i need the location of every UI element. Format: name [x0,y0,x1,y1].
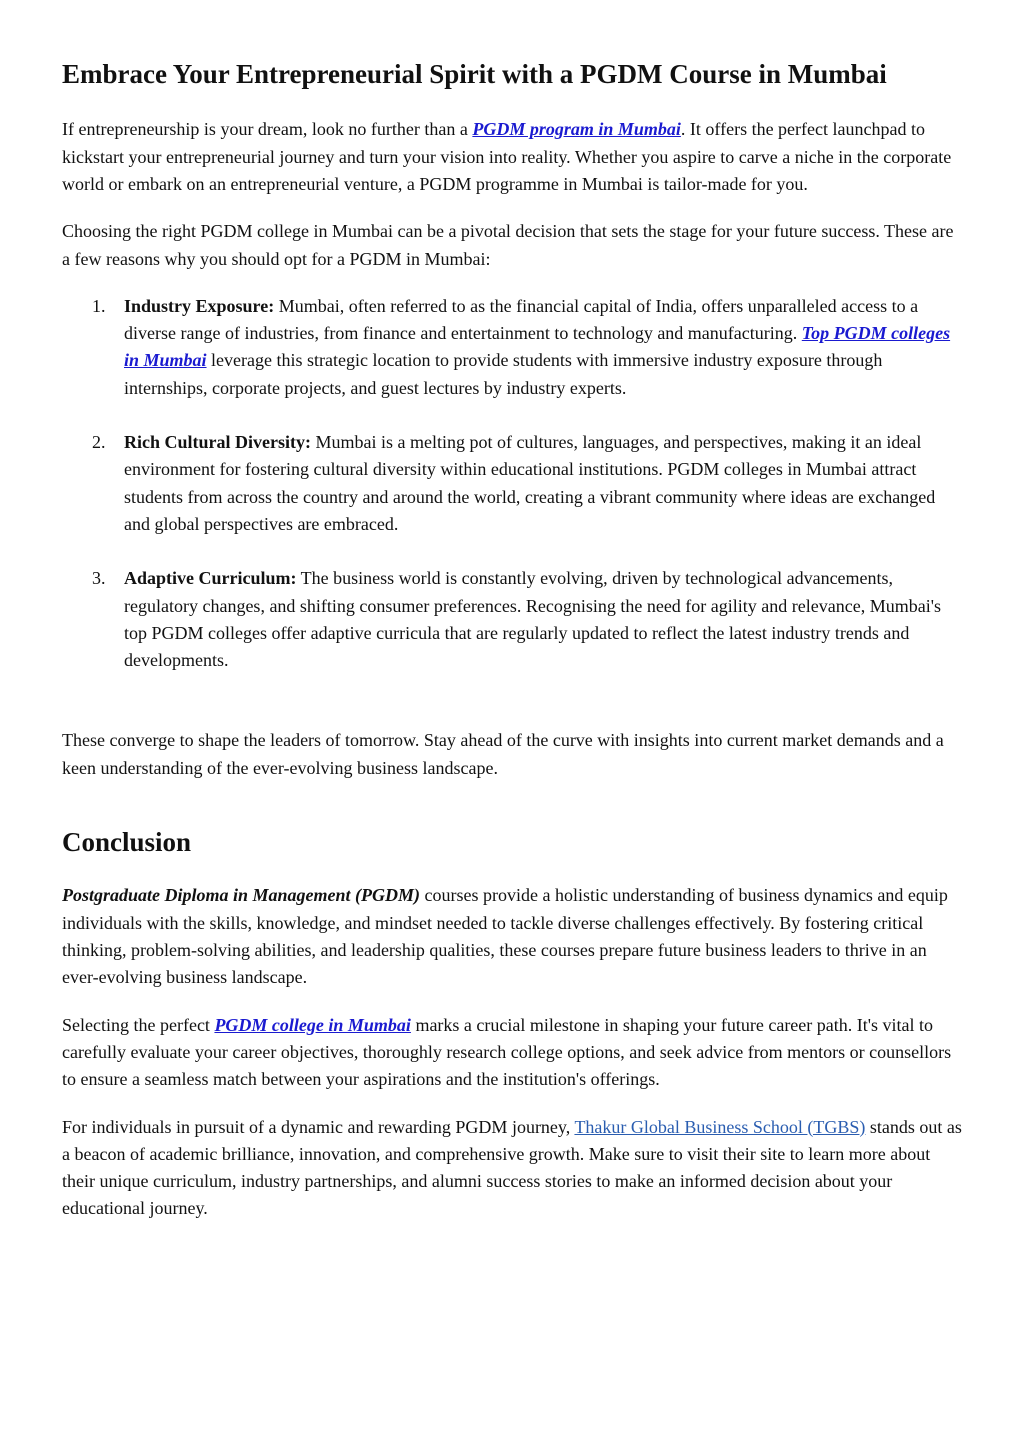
converge-paragraph: These converge to shape the leaders of tomorrow. Stay ahead of the curve with insights into current market demands and a keen understanding of the ever-evolving business landscape. [62,730,944,778]
conclusion-text: Selecting the perfect [62,1014,215,1035]
list-item-text: leverage this strategic location to provide students with immersive industry exposure through internships, corporate projects, and guest lectures by industry experts. [124,350,883,398]
top-pgdm-colleges-link[interactable]: Top PGDM colleges in Mumbai [124,323,951,371]
conclusion-paragraph-1 [62,882,963,991]
pgdm-college-mumbai-link[interactable]: PGDM college in Mumbai [214,1014,411,1035]
intro-text-end: . It offers the perfect launchpad to kickstart your entrepreneurial journey and turn your vision into reality. Whether you aspire to carve a niche in the corporate world or embark on an entrepreneurial venture, a PGDM programme in Mumbai is tailor-made for you. [62,119,952,194]
list-item-text: Mumbai, often referred to as the financial capital of India, offers unparalleled access to a diverse range of industries, from finance and entertainment to technology and manufacturing. [124,295,919,344]
conclusion-text: marks a crucial milestone in shaping your future career path. It's vital to carefully evaluate your career objectives, thoroughly research college options, and seek advice from mentors or counsellors to ensure a seamless match between your aspirations and the institution's offerings. [62,1014,952,1090]
list-item-title: Adaptive Curriculum: [124,568,297,589]
spacer [62,701,963,727]
tgbs-link[interactable]: Thakur Global Business School (TGBS) [574,1116,866,1137]
reasons-intro-paragraph: Choosing the right PGDM college in Mumbai can be a pivotal decision that sets the stage for your future success. These are a few reasons why you should opt for a PGDM in Mumbai: [62,221,954,269]
intro-paragraph [62,116,963,198]
spacer [62,802,963,826]
list-item [62,293,963,402]
list-item-number: 1. [92,295,106,316]
conclusion-text: courses provide a holistic understanding of business dynamics and equip individuals with the skills, knowledge, and mindset needed to tackle diverse challenges effectively. By fostering critical thinking, problem-solving abilities, and leadership qualities, these courses prepare future business leaders to thrive in an ever-evolving business landscape. [62,885,948,988]
conclusion-text: For individuals in pursuit of a dynamic and rewarding PGDM journey, [62,1116,575,1137]
list-item-number: 2. [92,432,106,453]
conclusion-heading: Conclusion [62,827,192,858]
conclusion-paragraph-3 [62,1114,963,1223]
pgdm-program-mumbai-link[interactable]: PGDM program in Mumbai [472,119,681,140]
pgdm-emphasis: Postgraduate Diploma in Management (PGDM) [62,885,421,906]
reasons-list [62,293,963,675]
intro-text-start: If entrepreneurship is your dream, look no further than a [62,119,473,140]
conclusion-text: stands out as a beacon of academic brilliance, innovation, and comprehensive growth. Make sure to visit their site to learn more about their unique curriculum, industry partnerships, and alumni success stories to make an informed decision about your educational journey. [62,1116,962,1219]
page-title: Embrace Your Entrepreneurial Spirit with a PGDM Course in Mumbai [62,59,887,89]
list-item [62,429,963,538]
list-item [62,565,963,674]
list-item-number: 3. [92,568,106,589]
list-item-title: Industry Exposure: [124,295,275,316]
list-item-text: Mumbai is a melting pot of cultures, languages, and perspectives, making it an ideal environment for fostering cultural diversity within educational institutions. PGDM colleges in Mumbai attract students from across the country and around the world, creating a vibrant community where ideas are exchanged and global perspectives are embraced. [124,432,936,534]
list-item-title: Rich Cultural Diversity: [124,432,311,453]
conclusion-paragraph-2 [62,1012,963,1094]
list-item-text: The business world is constantly evolving, driven by technological advancements, regulatory changes, and shifting consumer preferences. Recognising the need for agility and relevance, Mumbai's top PGDM colleges offer adaptive curricula that are regularly updated to reflect the latest industry trends and developments. [124,568,941,671]
